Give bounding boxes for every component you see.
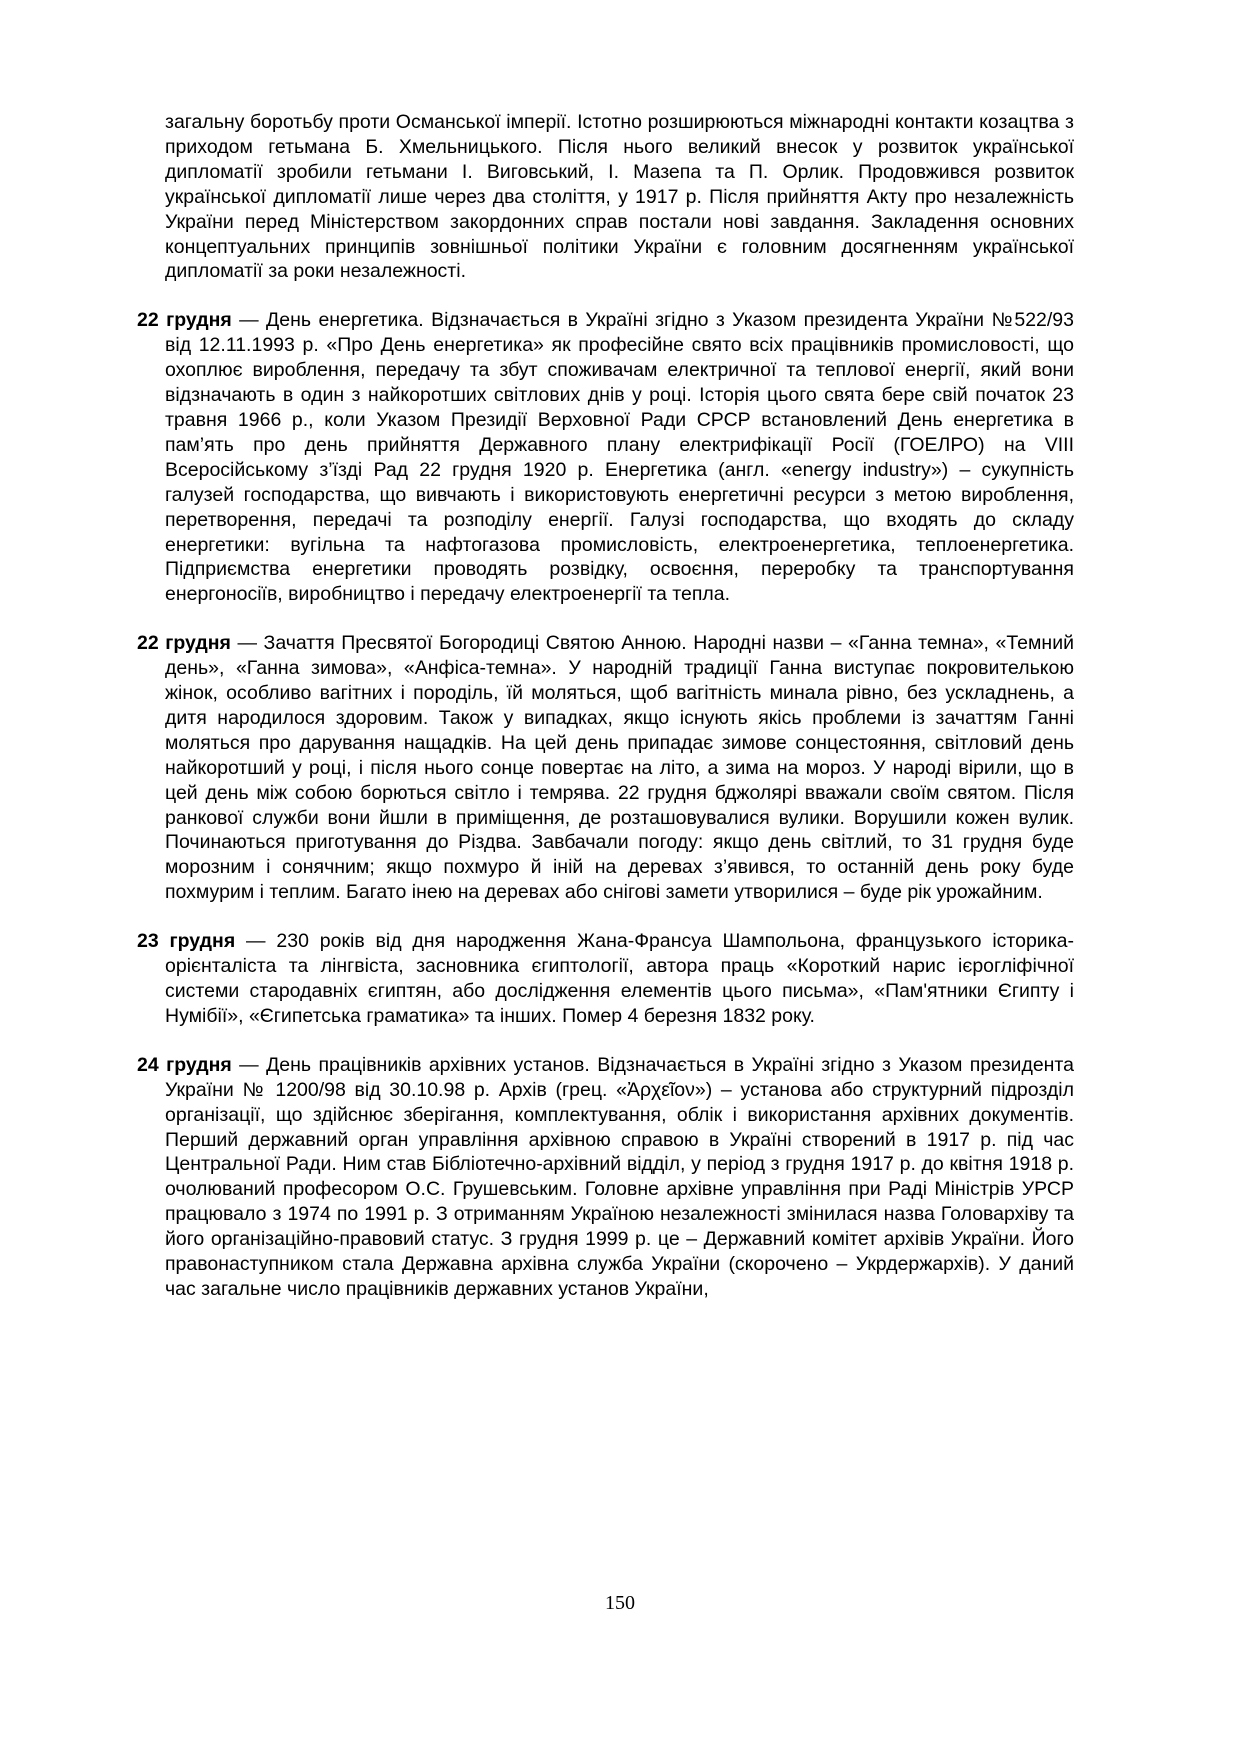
entry-energy-day xyxy=(137,308,1074,607)
entry-text: — День енергетика. Відзначається в Україні згідно з Указом президента України №522/93 від 12.11.1993 р. «Про День енергетика» як професійне свято всіх працівників промисловості, що охоплює вироблення, передачу та збут споживачам електричної та теплової енергії, який вони відзначають в один з найкоротших світлових днів у році. Історія цього свята бере свій початок 23 травня 1966 р., коли Указом Президії Верховної Ради СРСР встановлений День енергетика в пам’ять про день прийняття Державного плану електрифікації Росії (ГОЕЛРО) на VIII Всеросійському з’їзді Рад 22 грудня 1920 р. Енергетика (англ. «energy industry») – сукупність галузей господарства, що вивчають і використовують енергетичні ресурси з метою вироблення, перетворення, передачі та розподілу енергії. Галузі господарства, що входять до складу енергетики: вугільна та нафтогазова промисловість, електроенергетика, теплоенергетика. Підприємства енергетики проводять розвідку, освоєння, переробку та транспортування енергоносіїв, виробництво і передачу електроенергії та тепла. xyxy=(165,309,1075,606)
entry-date: 24 грудня xyxy=(137,1053,232,1076)
entry-date: 22 грудня xyxy=(137,632,231,655)
entry-champollion xyxy=(137,929,1074,1029)
entry-text: — Зачаття Пресвятої Богородиці Святою Анною. Народні назви – «Ганна темна», «Темний день», «Ганна зимова», «Анфіса-темна». У народній традиції Ганна виступає покровителькою жінок, особливо вагітних і породіль, їй моляться, щоб вагітність минала рівно, без ускладнень, а дитя народилося здоровим. Також у випадках, якщо існують якісь проблеми із зачаттям Ганні моляться про дарування нащадків. На цей день припадає зимове сонцестояння, світловий день найкоротший у році, і після нього сонце повертає на літо, а зима на мороз. У народі вірили, що в цей день між собою борються світло і темрява. 22 грудня бджолярі вважали своїм святом. Після ранкової служби вони йшли в приміщення, де розташовувалися вулики. Ворушили кожен вулик. Починаються приготування до Різдва. Завбачали погоду: якщо день світлий, то 31 грудня буде морозним і сонячним; якщо похмуро й іній на деревах з’явився, то останній день року буде похмурим і теплим. Багато інею на деревах або снігові замети утворилися – буде рік урожайним. xyxy=(165,632,1074,904)
page-body xyxy=(137,110,1074,1326)
page-number: 150 xyxy=(605,1592,635,1614)
entry-text: — День працівників архівних установ. Відзначається в Україні згідно з Указом президента України № 1200/98 від 30.10.98 р. Архів (грец. «Ἀρχεῖον») – установа або структурний підрозділ організації, що здійснює зберігання, комплектування, облік і використання архівних документів. Перший державний орган управління архівною справою в Україні створений в 1917 р. під час Центральної Ради. Ним став Бібліотечно-архівний відділ, у період з грудня 1917 р. до квітня 1918 р. очолюваний професором О.С. Грушевським. Головне архівне управління при Раді Міністрів УРСР працювало з 1974 по 1991 р. З отриманням Україною незалежності змінилася назва Головархіву та його організаційно-правовий статус. З грудня 1999 р. це – Державний комітет архівів України. Його правонаступником стала Державна архівна служба України (скорочено – Укрдержархів). У даний час загальне число працівників державних установ України, xyxy=(165,1053,1074,1300)
entry-text: — 230 років від дня народження Жана-Франсуа Шампольона, французького історика-орієнталіста та лінгвіста, засновника єгиптології, автора праць «Короткий нарис ієрогліфічної системи стародавніх єгиптян, або дослідження елементів цього письма», «Пам'ятники Єгипту і Нумібії», «Єгипетська граматика» та інших. Помер 4 березня 1832 року. xyxy=(165,930,1074,1027)
entry-archives-day xyxy=(137,1053,1074,1302)
entry-date: 22 грудня xyxy=(137,309,232,332)
entry-conception-anna xyxy=(137,631,1074,905)
entry-date: 23 грудня xyxy=(137,930,236,953)
continuation-paragraph: загальну боротьбу проти Османської імперії. Істотно розширюються міжнародні контакти козацтва з приходом гетьмана Б. Хмельницького. Після нього великий внесок у розвиток української дипломатії зробили гетьмани І. Виговський, І. Мазепа та П. Орлик. Продовжився розвиток української дипломатії лише через два століття, у 1917 р. Після прийняття Акту про незалежність України перед Міністерством закордонних справ постали нові завдання. Закладення основних концептуальних принципів зовнішньої політики України є головним досягненням української дипломатії за роки незалежності. xyxy=(165,111,1074,283)
